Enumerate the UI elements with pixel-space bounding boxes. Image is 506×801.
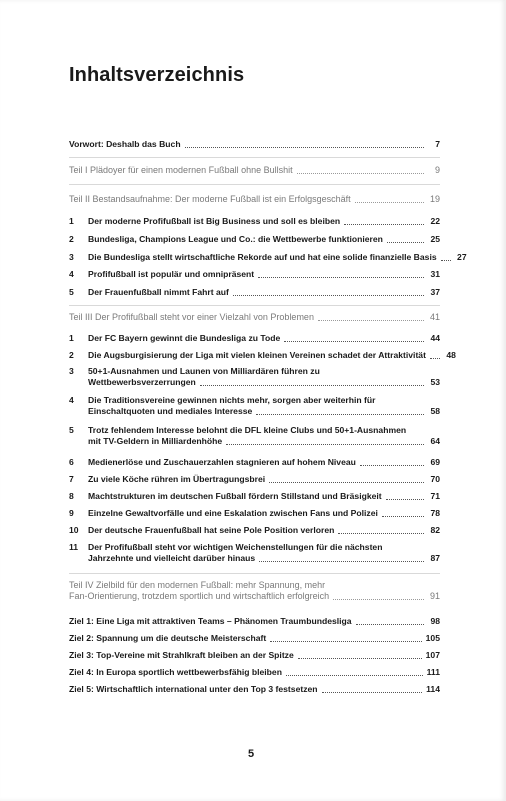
leader-dots [387,242,424,243]
toc-entry [69,667,440,678]
toc-entry [69,491,440,502]
leader-dots [284,341,424,342]
leader-dots [269,482,424,483]
toc-entry-text-line1: Die Traditionsvereine gewinnen nichts mehr, sorgen aber weiterhin für [88,395,376,405]
toc-entry-text: Der FC Bayern gewinnt die Bundesliga zu Tode [88,333,281,343]
leader-dots [226,444,424,445]
toc-entry-page: 22 [430,216,440,226]
toc-entry-text: Medienerlöse und Zuschauerzahlen stagnieren auf hohem Niveau [88,457,356,467]
toc-entry [69,234,440,245]
leader-dots [382,516,424,517]
page-number: 5 [248,748,255,760]
toc-entry [69,457,440,468]
toc-entry-number: 5 [69,425,74,435]
toc-entry-text: Ziel 4: In Europa sportlich wettbewerbsfähig bleiben [69,667,282,677]
toc-part-heading [69,312,440,323]
toc-entry-text-line1: 50+1-Ausnahmen und Launen von Milliardären führen zu [88,366,320,376]
toc-entry-text: Ziel 5: Wirtschaftlich international unter den Top 3 festsetzen [69,684,318,694]
toc-entry-text-line1: Der Profifußball steht vor wichtigen Weichenstellungen für die nächsten [88,542,383,552]
toc-entry-number: 9 [69,508,74,518]
toc-entry-number: 1 [69,216,74,226]
leader-dots [338,533,424,534]
toc-entry-page: 64 [430,436,440,446]
leader-dots [430,358,440,359]
toc-entry-number: 2 [69,234,74,244]
toc-entry [69,269,440,280]
toc-entry-page: 114 [426,684,440,694]
toc-entry-text: Der deutsche Frauenfußball hat seine Pole Position verloren [88,525,335,535]
toc-entry-text: Profifußball ist populär und omnipräsent [88,269,255,279]
toc-entry-text: Die Bundesliga stellt wirtschaftliche Rekorde auf und hat eine solide finanzielle Basis [88,252,437,262]
leader-dots [185,147,424,148]
toc-entry-page: 48 [446,350,456,360]
toc-entry [69,252,467,263]
toc-entry-page: 71 [430,491,440,501]
toc-entry-page: 91 [429,591,440,601]
toc-entry-number: 1 [69,333,74,343]
toc-entry [69,333,440,344]
toc-entry [69,633,440,644]
toc-entry-number: 5 [69,287,74,297]
toc-entry-page: 105 [425,633,440,643]
toc-entry-text: Machtstrukturen im deutschen Fußball fördern Stillstand und Bräsigkeit [88,491,382,501]
toc-entry-text: Bundesliga, Champions League und Co.: die Wettbewerbe funktionieren [88,234,383,244]
leader-dots [360,465,424,466]
toc-entry [69,684,440,695]
toc-entry-page: 98 [430,616,440,626]
toc-entry-text: Der moderne Profifußball ist Big Business und soll es bleiben [88,216,341,226]
toc-entry-number: 7 [69,474,74,484]
toc-entry-text-line1: Teil IV Zielbild für den modernen Fußball: mehr Spannung, mehr [69,580,326,590]
leader-dots [322,692,423,693]
toc-entry-page: 37 [430,287,440,297]
toc-entry [69,616,440,627]
toc-entry-text-line2: Wettbewerbsverzerrungen [88,377,196,387]
toc-entry-text: Einzelne Gewaltvorfälle und eine Eskalation zwischen Fans und Polizei [88,508,378,518]
toc-entry-text: Vorwort: Deshalb das Buch [69,139,181,149]
toc-part-heading [69,165,440,176]
leader-dots [256,414,424,415]
leader-dots [200,385,424,386]
page-title: Inhaltsverzeichnis [69,64,245,86]
toc-part-heading [69,580,440,602]
toc-entry [69,542,440,564]
toc-entry-page: 70 [430,474,440,484]
leader-dots [233,295,424,296]
toc-entry-page: 41 [429,312,440,322]
toc-entry [69,650,440,661]
toc-entry-page: 31 [430,269,440,279]
toc-entry-text: Teil I Plädoyer für einen modernen Fußball ohne Bullshit [69,165,293,175]
toc-entry-text: Teil II Bestandsaufnahme: Der moderne Fußball ist ein Erfolgsgeschäft [69,194,351,204]
toc-entry-text-line1: Trotz fehlendem Interesse belohnt die DFL kleine Clubs und 50+1-Ausnahmen [88,425,407,435]
leader-dots [258,277,424,278]
toc-entry [69,395,440,417]
toc-entry-number: 6 [69,457,74,467]
toc-entry-page: 7 [435,139,440,149]
toc-entry [69,216,440,227]
toc-entry-text: Ziel 2: Spannung um die deutsche Meisterschaft [69,633,267,643]
toc-entry-page: 107 [425,650,440,660]
leader-dots [297,173,424,174]
toc-entry-number: 4 [69,395,74,405]
toc-entry-text: Teil III Der Profifußball steht vor einer Vielzahl von Problemen [69,312,314,322]
toc-entry [69,350,456,361]
toc-entry-page: 87 [430,553,440,563]
toc-entry-number: 8 [69,491,74,501]
leader-dots [355,202,424,203]
toc-entry-page: 27 [457,252,467,262]
leader-dots [259,561,424,562]
toc-entry-number: 3 [69,366,74,376]
leader-dots [386,499,424,500]
toc-entry-number: 10 [69,525,79,535]
toc-entry-page: 9 [434,165,440,175]
toc-entry-page: 82 [430,525,440,535]
toc-part-heading [69,194,440,205]
toc-entry-page: 44 [430,333,440,343]
toc-entry [69,525,440,536]
toc-entry-text-line2: Fan-Orientierung, trotzdem sportlich und wirtschaftlich erfolgreich [69,591,330,601]
leader-dots [333,599,424,600]
leader-dots [356,624,424,625]
toc-entry [69,474,440,485]
leader-dots [298,658,422,659]
toc-entry-page: 53 [430,377,440,387]
toc-entry-text: Zu viele Köche rühren im Übertragungsbrei [88,474,266,484]
divider [69,305,440,306]
toc-entry-page: 69 [430,457,440,467]
toc-entry-page: 111 [426,667,440,677]
toc-entry-text: Die Augsburgisierung der Liga mit vielen kleinen Vereinen schadet der Attraktivität [88,350,426,360]
toc-entry [69,425,440,447]
divider [69,184,440,185]
leader-dots [344,224,424,225]
leader-dots [318,320,424,321]
toc-entry-text: Ziel 1: Eine Liga mit attraktiven Teams – Phänomen Traumbundesliga [69,616,352,626]
toc-entry [69,508,440,519]
toc-entry-text-line2: Jahrzehnte und vielleicht darüber hinaus [88,553,256,563]
toc-entry-number: 3 [69,252,74,262]
toc-entry-text: Der Frauenfußball nimmt Fahrt auf [88,287,229,297]
toc-entry-page: 25 [430,234,440,244]
toc-entry-text-line2: mit TV-Geldern in Milliardenhöhe [88,436,223,446]
toc-entry [69,139,440,150]
toc-entry-text: Ziel 3: Top-Vereine mit Strahlkraft bleiben an der Spitze [69,650,294,660]
toc-entry-number: 11 [69,542,79,552]
toc-entry-text-line2: Einschaltquoten und mediales Interesse [88,406,253,416]
leader-dots [441,260,451,261]
toc-entry-page: 19 [429,194,440,204]
toc-entry-number: 4 [69,269,74,279]
leader-dots [286,675,423,676]
divider [69,157,440,158]
toc-entry-page: 58 [430,406,440,416]
leader-dots [270,641,421,642]
toc-entry [69,287,440,298]
divider [69,573,440,574]
toc-entry [69,366,440,388]
toc-entry-page: 78 [430,508,440,518]
toc-entry-number: 2 [69,350,74,360]
